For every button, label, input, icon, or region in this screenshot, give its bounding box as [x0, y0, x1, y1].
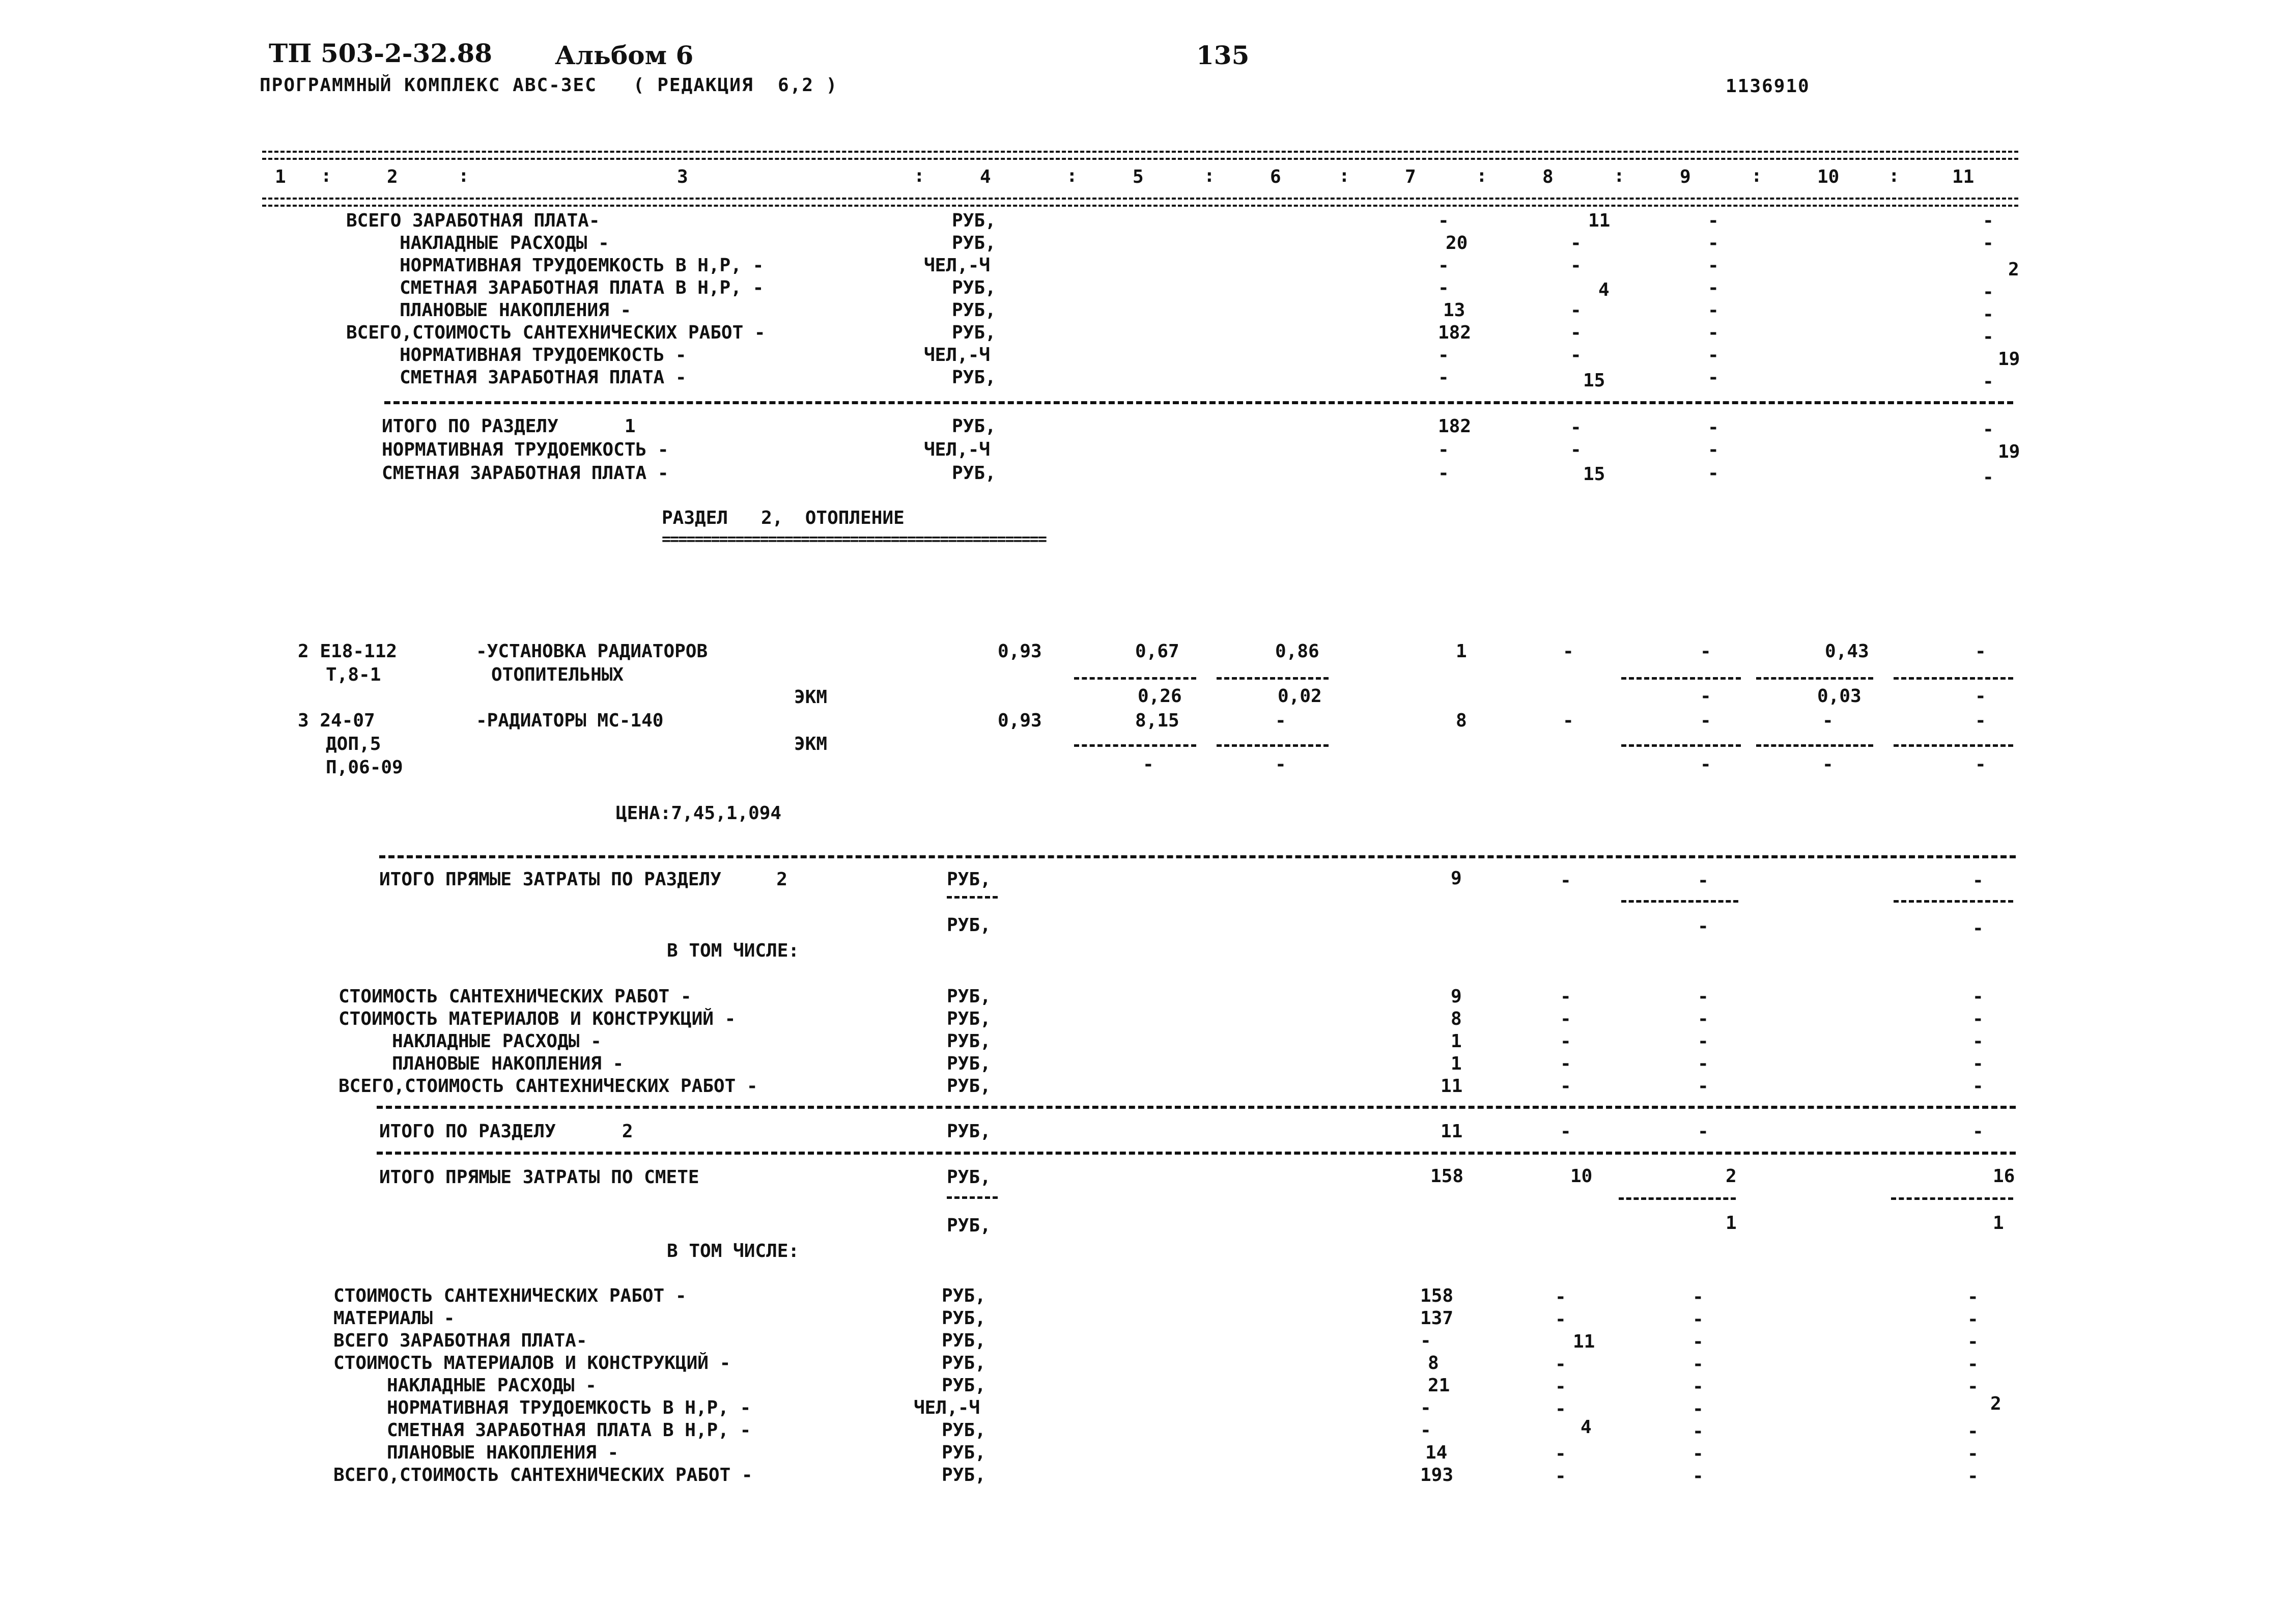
row-label: НАКЛАДНЫЕ РАСХОДЫ -	[400, 233, 609, 254]
row-unit: РУБ,	[942, 1465, 986, 1486]
section-title: РАЗДЕЛ 2, ОТОПЛЕНИЕ	[662, 508, 905, 528]
row-unit: РУБ,	[942, 1375, 986, 1396]
cell-col11: -	[1975, 754, 1986, 775]
cell-col8: -	[1570, 345, 1582, 366]
cell-col11: -	[1967, 1286, 1979, 1307]
row-unit: РУБ,	[947, 1121, 991, 1142]
cell-col11: -	[1983, 371, 1994, 392]
cell-col9: -	[1693, 1443, 1704, 1464]
cell-rule	[947, 896, 998, 899]
cell-col7: -	[1438, 439, 1449, 460]
row-unit: РУБ,	[942, 1285, 986, 1306]
section-rule	[379, 855, 2016, 858]
cell-col11: -	[1972, 1009, 1984, 1029]
cell-col11: -	[1975, 710, 1986, 731]
row-unit: РУБ,	[952, 367, 996, 388]
item-code-ref: П,06-09	[326, 757, 403, 778]
row-label: СМЕТНАЯ ЗАРАБОТНАЯ ПЛАТА -	[382, 463, 669, 484]
row-unit: РУБ,	[942, 1420, 986, 1441]
cell-col8: -	[1560, 1053, 1571, 1074]
column-separator: :	[1751, 165, 1762, 186]
row-unit: ЧЕЛ,-Ч	[924, 255, 991, 276]
cell-col9: 1	[1726, 1213, 1737, 1234]
cell-col7: 1	[1456, 641, 1467, 662]
row-label: СТОИМОСТЬ САНТЕХНИЧЕСКИХ РАБОТ -	[339, 986, 692, 1007]
row-unit: РУБ,	[952, 463, 996, 484]
cell-col11: -	[1967, 1376, 1979, 1397]
row-label: ВСЕГО ЗАРАБОТНАЯ ПЛАТА-	[346, 210, 600, 231]
cell-col7: -	[1438, 255, 1449, 276]
cell-col9: -	[1708, 439, 1719, 460]
column-number: 8	[1542, 166, 1554, 187]
cell-col9: -	[1700, 754, 1711, 775]
including-label: В ТОМ ЧИСЛЕ:	[667, 1241, 800, 1262]
cell-col8: -	[1570, 439, 1582, 460]
cell-col7: 9	[1451, 868, 1462, 889]
row-unit: РУБ,	[942, 1308, 986, 1329]
column-number: 10	[1817, 166, 1840, 187]
row-label: СМЕТНАЯ ЗАРАБОТНАЯ ПЛАТА В Н,Р, -	[387, 1420, 751, 1441]
row-unit: ЧЕЛ,-Ч	[914, 1397, 980, 1418]
column-separator: :	[1339, 165, 1350, 186]
cell-rule	[1894, 900, 2013, 903]
cell-col7: -	[1420, 1330, 1431, 1351]
cell-col9: -	[1698, 1076, 1709, 1097]
cell-col9: -	[1698, 870, 1709, 891]
cell-col9: -	[1708, 300, 1719, 321]
row-label: НАКЛАДНЫЕ РАСХОДЫ -	[392, 1031, 602, 1052]
cell-col11: 1	[1993, 1213, 2004, 1234]
cell-col7: -	[1438, 345, 1449, 366]
section-title-underline: ===============================================	[662, 530, 1046, 548]
row-unit: РУБ,	[947, 1076, 991, 1097]
cell-col9: -	[1693, 1309, 1704, 1330]
column-number: 6	[1270, 166, 1281, 187]
cell-col7: 1	[1451, 1031, 1462, 1052]
cell-col9: -	[1708, 255, 1719, 276]
row-unit: РУБ,	[947, 1009, 991, 1029]
cell-col8: -	[1560, 1031, 1571, 1052]
document-id: 1136910	[1726, 76, 1810, 97]
price-line: ЦЕНА:7,45,1,094	[616, 803, 782, 824]
cell-col7: 158	[1430, 1166, 1464, 1187]
cell-col8: 15	[1583, 370, 1605, 391]
cell-col11: 19	[1998, 349, 2020, 370]
cell-col11: 19	[1998, 441, 2020, 462]
column-separator: :	[1204, 165, 1215, 186]
cell-col8: -	[1555, 1466, 1566, 1487]
row-label: МАТЕРИАЛЫ -	[333, 1308, 455, 1329]
row-unit: РУБ,	[942, 1442, 986, 1463]
row-label: ИТОГО ПРЯМЫЕ ЗАТРАТЫ ПО РАЗДЕЛУ 2	[379, 869, 787, 890]
cell-col11: -	[1967, 1443, 1979, 1464]
cell-col7: -	[1438, 277, 1449, 298]
cell-col6: -	[1275, 754, 1286, 775]
cell-col8: -	[1555, 1309, 1566, 1330]
cell-rule	[1074, 744, 1196, 747]
cell-col8: -	[1555, 1398, 1566, 1419]
cell-col9: -	[1693, 1421, 1704, 1442]
cell-rule	[1894, 744, 2013, 747]
cell-col11: -	[1967, 1354, 1979, 1375]
row-unit: РУБ,	[947, 1031, 991, 1052]
cell-col7: 137	[1420, 1308, 1454, 1329]
cell-col8: -	[1570, 255, 1582, 276]
cell-col8: 11	[1573, 1331, 1595, 1352]
item-quantity: 0,93	[998, 641, 1042, 662]
cell-col11: -	[1972, 1053, 1984, 1074]
cell-col8: 4	[1598, 279, 1610, 300]
cell-col11: -	[1967, 1421, 1979, 1442]
cell-col11: -	[1983, 467, 1994, 488]
cell-col11: -	[1983, 419, 1994, 440]
cell-col9: -	[1693, 1331, 1704, 1352]
cell-col8: -	[1555, 1286, 1566, 1307]
column-number: 2	[387, 166, 398, 187]
cell-col11: -	[1975, 686, 1986, 707]
column-number: 3	[677, 166, 688, 187]
cell-col5: 0,67	[1135, 641, 1179, 662]
row-label: СТОИМОСТЬ САНТЕХНИЧЕСКИХ РАБОТ -	[333, 1285, 687, 1306]
cell-rule	[1074, 677, 1196, 680]
cell-rule	[1619, 1197, 1736, 1200]
cell-rule	[1756, 744, 1873, 747]
cell-col9: -	[1693, 1376, 1704, 1397]
cell-col10: -	[1822, 710, 1834, 731]
row-unit: РУБ,	[947, 915, 991, 936]
row-label: ВСЕГО,СТОИМОСТЬ САНТЕХНИЧЕСКИХ РАБОТ -	[339, 1076, 758, 1097]
cell-col7: -	[1420, 1420, 1431, 1441]
cell-col8: 11	[1588, 210, 1611, 231]
cell-col8: -	[1570, 322, 1582, 343]
cell-col9: -	[1698, 916, 1709, 937]
cell-col5: 8,15	[1135, 710, 1179, 731]
cell-rule	[1621, 744, 1741, 747]
cell-col7: 9	[1451, 986, 1462, 1007]
item-number-code: 3 24-07	[298, 710, 375, 731]
row-label: ВСЕГО ЗАРАБОТНАЯ ПЛАТА-	[333, 1330, 587, 1351]
row-label: НАКЛАДНЫЕ РАСХОДЫ -	[387, 1375, 597, 1396]
row-label: ПЛАНОВЫЕ НАКОПЛЕНИЯ -	[392, 1053, 624, 1074]
cell-col8: -	[1560, 1009, 1571, 1029]
cell-col9: -	[1700, 641, 1711, 662]
cell-rule	[1621, 677, 1741, 680]
cell-col7: 193	[1420, 1465, 1454, 1486]
program-line: ПРОГРАММНЫЙ КОМПЛЕКС АВС-3ЕС ( РЕДАКЦИЯ 6,2 )	[260, 75, 838, 96]
cell-col8: -	[1560, 870, 1571, 891]
cell-col8: 4	[1581, 1417, 1592, 1438]
cell-col11: -	[1983, 326, 1994, 347]
row-label: СТОИМОСТЬ МАТЕРИАЛОВ И КОНСТРУКЦИЙ -	[339, 1009, 736, 1029]
row-unit: РУБ,	[947, 1053, 991, 1074]
cell-col9: -	[1708, 233, 1719, 254]
row-label: ИТОГО ПО РАЗДЕЛУ 1	[382, 416, 636, 437]
cell-col6: 0,86	[1275, 641, 1319, 662]
table-top-rule	[262, 151, 2018, 160]
row-unit: РУБ,	[952, 210, 996, 231]
cell-col8: -	[1555, 1443, 1566, 1464]
cell-col8: 10	[1570, 1166, 1593, 1187]
cell-rule	[1217, 744, 1329, 747]
cell-col11: -	[1972, 918, 1984, 939]
column-separator: :	[1614, 165, 1625, 186]
cell-col7: 182	[1438, 416, 1472, 437]
cell-col7: 13	[1443, 300, 1465, 321]
cell-col9: -	[1708, 417, 1719, 438]
row-unit: РУБ,	[952, 416, 996, 437]
cell-col9: -	[1698, 1009, 1709, 1029]
column-number: 5	[1133, 166, 1144, 187]
cell-col10: 0,03	[1817, 686, 1862, 707]
cell-col7: -	[1420, 1397, 1431, 1418]
row-unit: РУБ,	[947, 986, 991, 1007]
column-separator: :	[1476, 165, 1487, 186]
cell-col7: 158	[1420, 1285, 1454, 1306]
cell-rule	[1217, 677, 1329, 680]
cell-col11: -	[1972, 870, 1984, 891]
cell-rule	[947, 1196, 998, 1199]
cell-col7: 11	[1441, 1076, 1463, 1097]
column-header-rule	[262, 198, 2018, 207]
cell-col9: -	[1708, 463, 1719, 484]
page-number: 135	[1196, 40, 1250, 70]
cell-rule	[1894, 677, 2013, 680]
column-separator: :	[458, 165, 469, 186]
row-label: ВСЕГО,СТОИМОСТЬ САНТЕХНИЧЕСКИХ РАБОТ -	[346, 322, 766, 343]
section-rule	[377, 1152, 2016, 1155]
cell-col5: 0,26	[1138, 686, 1182, 707]
column-number: 9	[1680, 166, 1691, 187]
cell-col8: -	[1570, 300, 1582, 321]
column-number: 4	[980, 166, 991, 187]
item-name-cont: ОТОПИТЕЛЬНЫХ	[491, 664, 624, 685]
cell-col8: -	[1560, 1076, 1571, 1097]
cell-col9: -	[1708, 277, 1719, 298]
cell-col9: -	[1693, 1398, 1704, 1419]
cell-col7: 182	[1438, 322, 1472, 343]
cell-rule	[1756, 677, 1873, 680]
column-separator: :	[914, 165, 925, 186]
column-number: 1	[275, 166, 286, 187]
cell-col11: -	[1972, 1031, 1984, 1052]
cell-col8: -	[1560, 1121, 1571, 1142]
cell-col5: -	[1143, 754, 1154, 775]
row-unit: РУБ,	[942, 1353, 986, 1374]
row-label: ВСЕГО,СТОИМОСТЬ САНТЕХНИЧЕСКИХ РАБОТ -	[333, 1465, 753, 1486]
cell-col9: -	[1708, 345, 1719, 366]
row-label: НОРМАТИВНАЯ ТРУДОЕМКОСТЬ В Н,Р, -	[387, 1397, 751, 1418]
cell-col7: 14	[1425, 1442, 1448, 1463]
cell-col11: -	[1972, 986, 1984, 1007]
item-code-ref: Т,8-1	[326, 664, 381, 685]
cell-col7: 21	[1428, 1375, 1450, 1396]
cell-col8: -	[1555, 1376, 1566, 1397]
cell-col11: -	[1983, 210, 1994, 231]
row-label: ИТОГО ПО РАЗДЕЛУ 2	[379, 1121, 633, 1142]
cell-col11: -	[1975, 641, 1986, 662]
cell-rule	[1891, 1197, 2013, 1200]
including-label: В ТОМ ЧИСЛЕ:	[667, 940, 800, 961]
cell-col8: -	[1560, 986, 1571, 1007]
item-quantity: 0,93	[998, 710, 1042, 731]
row-label: НОРМАТИВНАЯ ТРУДОЕМКОСТЬ В Н,Р, -	[400, 255, 764, 276]
cell-col11: 16	[1993, 1166, 2015, 1187]
cell-col9: -	[1693, 1466, 1704, 1487]
cell-col8: -	[1563, 710, 1574, 731]
cell-col9: -	[1698, 1031, 1709, 1052]
section-rule	[384, 401, 2013, 404]
row-label: НОРМАТИВНАЯ ТРУДОЕМКОСТЬ -	[400, 345, 687, 366]
row-unit: РУБ,	[952, 277, 996, 298]
cell-col7: 8	[1456, 710, 1467, 731]
cell-col10: 0,43	[1825, 641, 1869, 662]
column-separator: :	[1888, 165, 1900, 186]
cell-col9: 2	[1726, 1166, 1737, 1187]
cell-col8: -	[1563, 641, 1574, 662]
row-unit: РУБ,	[947, 1215, 991, 1236]
cell-col9: -	[1698, 986, 1709, 1007]
item-unit: ЭКМ	[794, 734, 828, 754]
row-label: ИТОГО ПРЯМЫЕ ЗАТРАТЫ ПО СМЕТЕ	[379, 1167, 699, 1188]
cell-col6: 0,02	[1278, 686, 1322, 707]
column-separator: :	[321, 165, 332, 186]
row-label: СМЕТНАЯ ЗАРАБОТНАЯ ПЛАТА В Н,Р, -	[400, 277, 764, 298]
cell-col7: 11	[1441, 1121, 1463, 1142]
column-separator: :	[1066, 165, 1078, 186]
cell-col11: -	[1983, 233, 1994, 254]
cell-col11: 2	[1990, 1393, 2001, 1414]
row-unit: ЧЕЛ,-Ч	[924, 439, 991, 460]
row-label: ПЛАНОВЫЕ НАКОПЛЕНИЯ -	[400, 300, 632, 321]
row-label: СТОИМОСТЬ МАТЕРИАЛОВ И КОНСТРУКЦИЙ -	[333, 1353, 731, 1374]
cell-col9: -	[1708, 322, 1719, 343]
cell-col8: -	[1555, 1354, 1566, 1375]
cell-col11: -	[1972, 1076, 1984, 1097]
cell-col11: -	[1972, 1121, 1984, 1142]
cell-col7: 20	[1446, 233, 1468, 254]
cell-col6: -	[1275, 710, 1286, 731]
cell-col7: 8	[1428, 1353, 1439, 1374]
cell-col11: -	[1967, 1466, 1979, 1487]
item-name: -РАДИАТОРЫ МС-140	[476, 710, 664, 731]
cell-col8: 15	[1583, 464, 1605, 485]
cell-col9: -	[1698, 1121, 1709, 1142]
cell-col7: 1	[1451, 1053, 1462, 1074]
cell-col9: -	[1700, 686, 1711, 707]
cell-col11: -	[1967, 1309, 1979, 1330]
column-number: 7	[1405, 166, 1416, 187]
item-unit: ЭКМ	[794, 687, 828, 708]
row-label: СМЕТНАЯ ЗАРАБОТНАЯ ПЛАТА -	[400, 367, 687, 388]
cell-col9: -	[1693, 1286, 1704, 1307]
cell-col9: -	[1700, 710, 1711, 731]
cell-col10: -	[1822, 754, 1834, 775]
column-number: 11	[1952, 166, 1975, 187]
cell-col11: -	[1967, 1331, 1979, 1352]
cell-col11: 2	[2008, 259, 2019, 280]
row-unit: РУБ,	[952, 233, 996, 254]
item-number-code: 2 Е18-112	[298, 641, 398, 662]
item-code-ref: ДОП,5	[326, 734, 381, 754]
album-label: Альбом 6	[555, 40, 694, 70]
cell-col7: -	[1438, 463, 1449, 484]
cell-col9: -	[1708, 367, 1719, 388]
cell-col9: -	[1693, 1354, 1704, 1375]
row-label: НОРМАТИВНАЯ ТРУДОЕМКОСТЬ -	[382, 439, 669, 460]
row-unit: РУБ,	[947, 869, 991, 890]
document-code: ТП 503-2-32.88	[269, 38, 493, 68]
cell-col11: -	[1983, 304, 1994, 325]
cell-col8: -	[1570, 233, 1582, 254]
cell-col9: -	[1708, 210, 1719, 231]
cell-col11: -	[1983, 282, 1994, 302]
item-name: -УСТАНОВКА РАДИАТОРОВ	[476, 641, 708, 662]
row-unit: РУБ,	[952, 300, 996, 321]
cell-col7: -	[1438, 367, 1449, 388]
cell-col8: -	[1570, 417, 1582, 438]
row-unit: РУБ,	[952, 322, 996, 343]
row-unit: ЧЕЛ,-Ч	[924, 345, 991, 366]
cell-col7: 8	[1451, 1009, 1462, 1029]
cell-col9: -	[1698, 1053, 1709, 1074]
cell-rule	[1621, 900, 1738, 903]
row-label: ПЛАНОВЫЕ НАКОПЛЕНИЯ -	[387, 1442, 619, 1463]
section-rule	[377, 1106, 2016, 1109]
row-unit: РУБ,	[947, 1167, 991, 1188]
cell-col7: -	[1438, 210, 1449, 231]
row-unit: РУБ,	[942, 1330, 986, 1351]
